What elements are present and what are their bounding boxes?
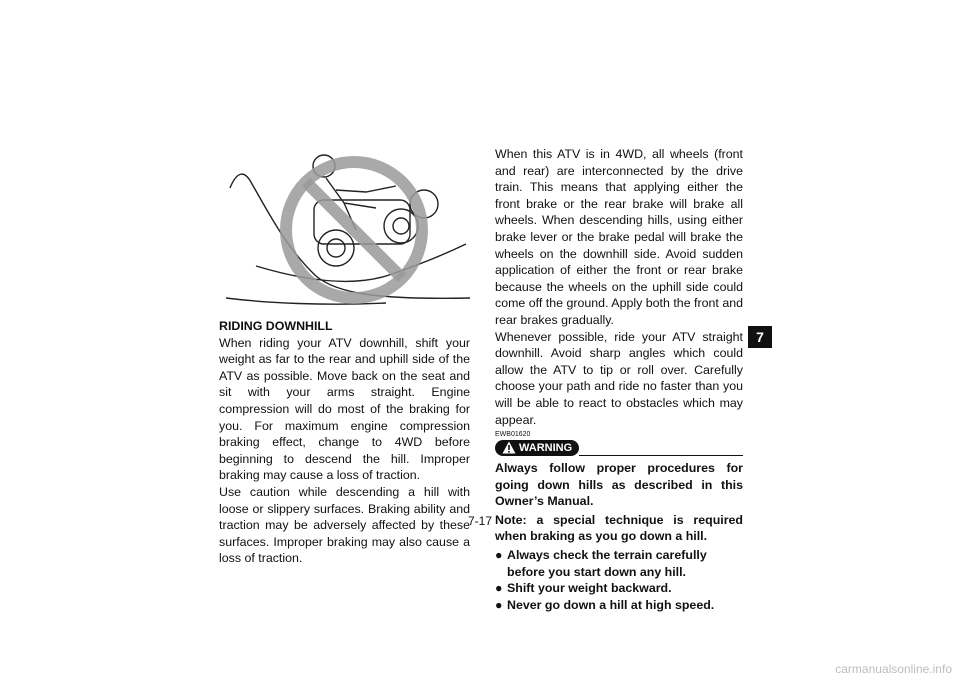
- left-column: [219, 318, 470, 567]
- left-paragraph-1: When riding your ATV downhill, shift your weight as far to the rear and uphill side of the ATV as possible. Move back on the seat and sit with your arms straight. Engine compression will do most of the braking for you. For maximum engine compression braking effect, change to 4WD before beginning to descend the hill. Improper braking may cause a loss of traction.: [219, 335, 470, 483]
- bullet-icon: ●: [495, 581, 503, 596]
- bullet-icon: ●: [495, 597, 503, 612]
- page-number: 7-17: [467, 514, 493, 528]
- warning-text-2: Note: a special technique is required when braking as you go down a hill.: [495, 512, 743, 544]
- warning-rule: [579, 455, 743, 456]
- footer-watermark: carmanualsonline.info: [835, 662, 952, 676]
- list-item: ● Shift your weight backward.: [495, 581, 672, 596]
- right-paragraph-2: Whenever possible, ride your ATV straight downhill. Avoid sharp angles which could allow the ATV to tip or roll over. Carefully choose your path and ride no faster than you will be able to react to obstacles which may appear.: [495, 329, 743, 427]
- chapter-tab: 7: [748, 326, 772, 348]
- bullet-icon: ●: [495, 548, 503, 563]
- warning-header: [495, 440, 743, 458]
- warning-triangle-icon: [502, 441, 516, 454]
- warning-text-1: Always follow proper procedures for going down hills as described in this Owner’s Manual.: [495, 461, 743, 509]
- right-paragraph-1: When this ATV is in 4WD, all wheels (front and rear) are interconnected by the drive train. This means that applying either the front brake or the rear brake will brake all wheels. When descending hills, using either brake lever or the brake pedal will brake the wheels on the downhill side. Avoid sudden application of either the front or rear brake because the wheels on the uphill side could come off the ground. Apply both the front and rear brakes gradually.: [495, 147, 743, 327]
- list-item: ● Always check the terrain carefully before you start down any hill.: [495, 548, 707, 579]
- warning-label: WARNING: [519, 442, 573, 455]
- warning-bullet-list: [495, 547, 743, 613]
- warning-badge: [495, 440, 579, 456]
- section-heading: RIDING DOWNHILL: [219, 319, 333, 333]
- right-column: [495, 146, 743, 613]
- atv-downhill-prohibited-illustration: [226, 148, 470, 308]
- left-paragraph-2: Use caution while descending a hill with loose or slippery surfaces. Braking ability and traction may be adversely affected by these surfaces. Improper braking may also cause a loss of traction.: [219, 484, 470, 566]
- list-item: ● Never go down a hill at high speed.: [495, 597, 715, 612]
- warning-code: EWB01620: [495, 431, 531, 439]
